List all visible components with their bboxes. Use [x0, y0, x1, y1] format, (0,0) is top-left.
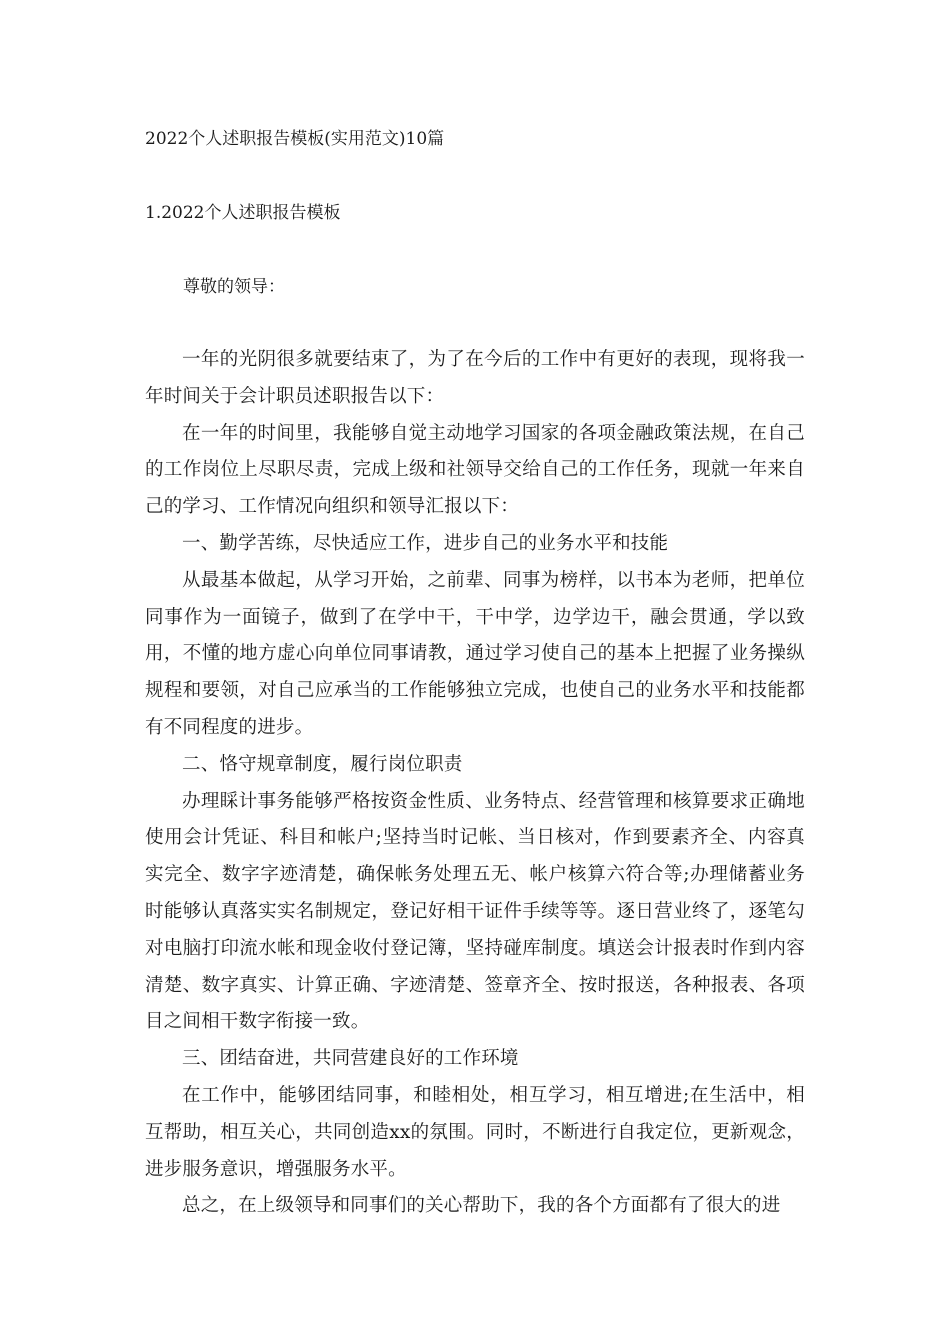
paragraph: 从最基本做起，从学习开始，之前辈、同事为榜样，以书本为老师，把单位同事作为一面镜子，做到了在学中干，干中学，边学边干，融会贯通，学以致用，不懂的地方虚心向单位同事请教，通过学习使自己的基本上把握了业务操纵规程和要领，对自己应承当的工作能够独立完成，也使自己的业务水平和技能都有不同程度的进步。 — [145, 569, 805, 738]
paragraph: 总之，在上级领导和同事们的关心帮助下，我的各个方面都有了很大的进 — [182, 1195, 781, 1217]
body-text — [145, 342, 805, 1225]
paragraph: 在一年的时间里，我能够自觉主动地学习国家的各项金融政策法规，在自己的工作岗位上尽职尽责，完成上级和社领导交给自己的工作任务，现就一年来自己的学习、工作情况向组织和领导汇报以下： — [145, 422, 805, 518]
paragraph: 办理睬计事务能够严格按资金性质、业务特点、经营管理和核算要求正确地使用会计凭证、科目和帐户;坚持当时记帐、当日核对，作到要素齐全、内容真实完全、数字字迹清楚，确保帐务处理五无、帐户核算六符合等;办理储蓄业务时能够认真落实实名制规定，登记好相干证件手续等等。逐日营业终了，逐笔勾对电脑打印流水帐和现金收付登记簿，坚持碰库制度。填送会计报表时作到内容清楚、数字真实、计算正确、字迹清楚、签章齐全、按时报送，各种报表、各项目之间相干数字衔接一致。 — [145, 790, 805, 1033]
subheading: 三、团结奋进，共同营建良好的工作环境 — [182, 1048, 519, 1070]
paragraph: 在工作中，能够团结同事，和睦相处，相互学习，相互增进;在生活中，相互帮助，相互关心，共同创造xx的氛围。同时，不断进行自我定位，更新观念，进步服务意识，增强服务水平。 — [145, 1084, 805, 1180]
document-title: 2022个人述职报告模板(实用范文)10篇 — [145, 129, 445, 149]
section-title: 1.2022个人述职报告模板 — [145, 203, 341, 223]
paragraph: 一年的光阴很多就要结束了，为了在今后的工作中有更好的表现，现将我一年时间关于会计职员述职报告以下： — [145, 349, 805, 407]
subheading: 一、勤学苦练，尽快适应工作，进步自己的业务水平和技能 — [182, 532, 669, 554]
subheading: 二、恪守规章制度，履行岗位职责 — [182, 753, 463, 775]
salutation: 尊敬的领导： — [183, 277, 285, 297]
